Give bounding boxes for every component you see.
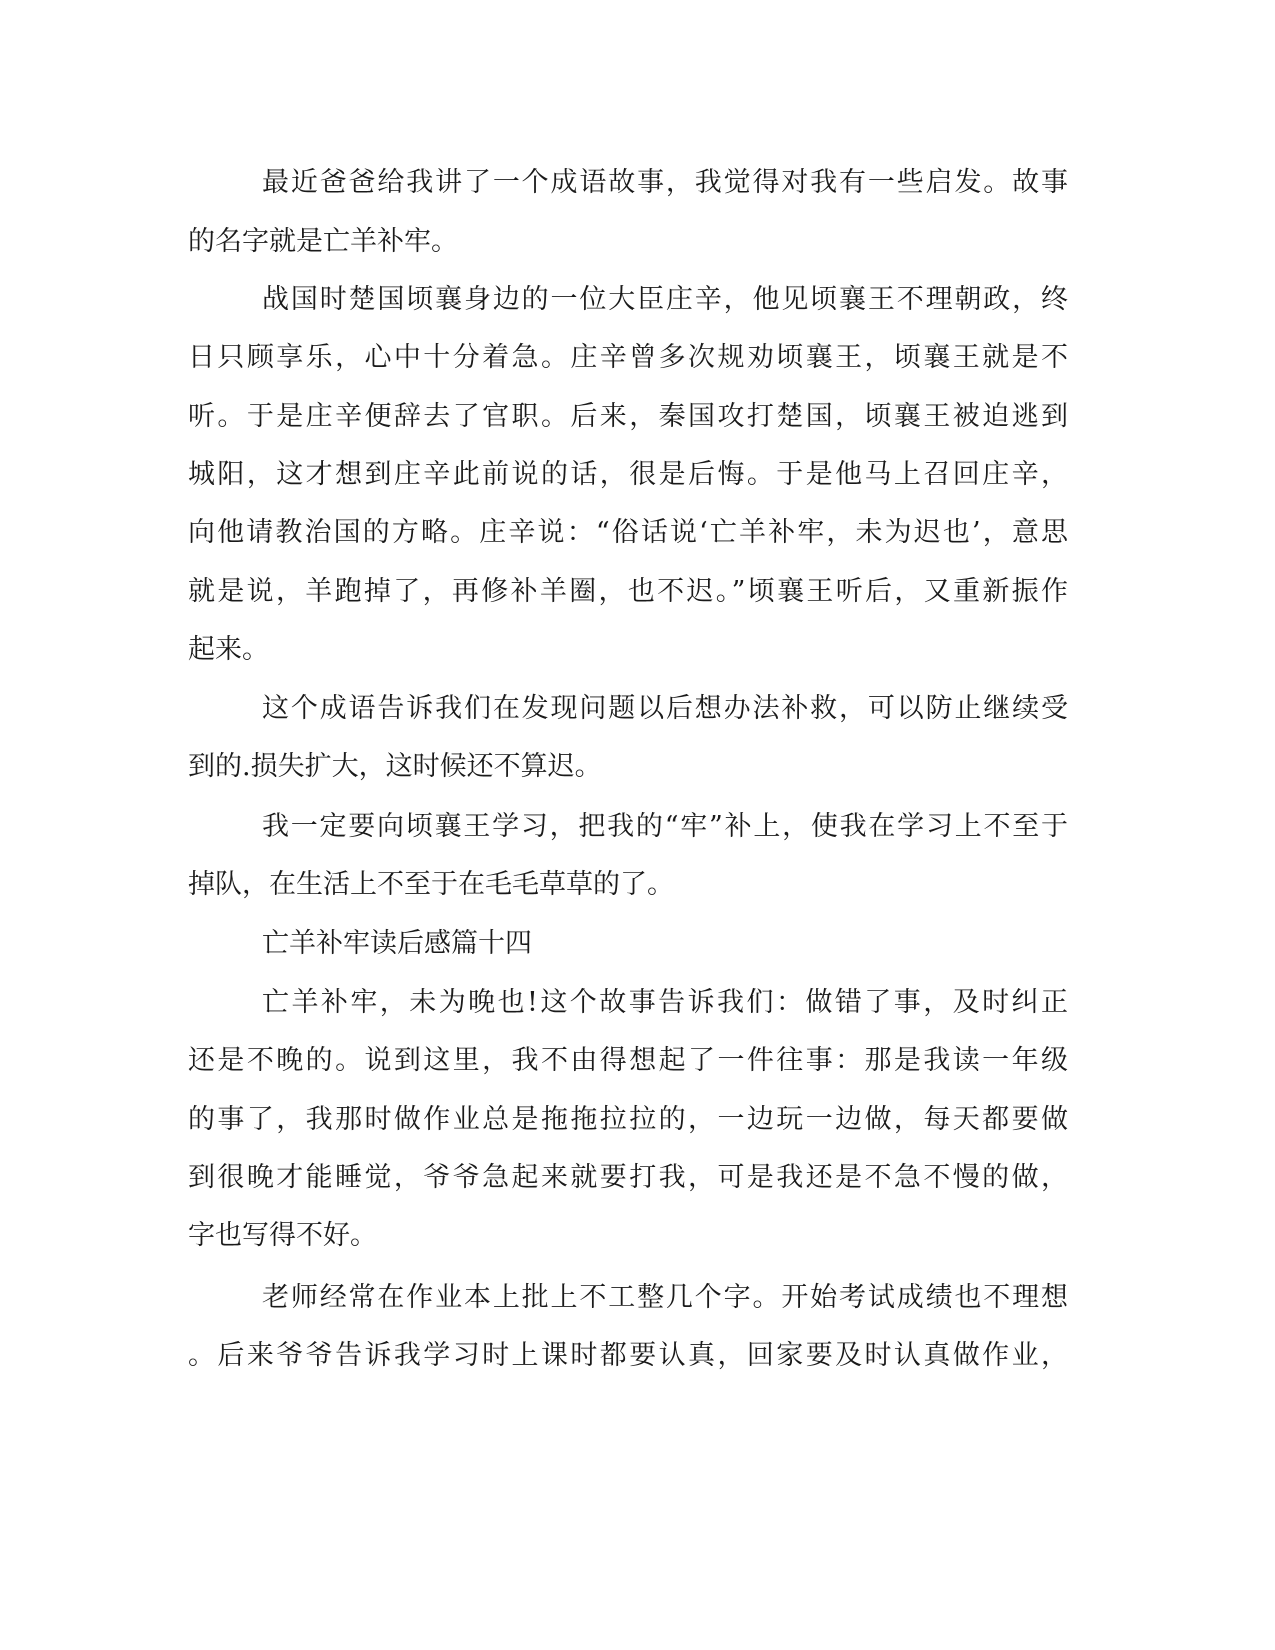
paragraph-line: 就是说，羊跑掉了，再修补羊圈，也不迟。”顷襄王听后，又重新振作 <box>188 576 1068 607</box>
paragraph-line: 还是不晚的。说到这里，我不由得想起了一件往事：那是我读一年级 <box>188 1045 1068 1076</box>
paragraph-line: 听。于是庄辛便辞去了官职。后来，秦国攻打楚国，顷襄王被迫逃到 <box>188 401 1068 432</box>
paragraph-line: 日只顾享乐，心中十分着急。庄辛曾多次规劝顷襄王，顷襄王就是不 <box>188 342 1068 373</box>
paragraph-line: 的名字就是亡羊补牢。 <box>188 226 458 257</box>
paragraph-line: 老师经常在作业本上批上不工整几个字。开始考试成绩也不理想 <box>262 1282 1068 1313</box>
paragraph-line: 城阳，这才想到庄辛此前说的话，很是后悔。于是他马上召回庄辛， <box>188 459 1068 490</box>
paragraph-line: 。后来爷爷告诉我学习时上课时都要认真，回家要及时认真做作业， <box>188 1340 1068 1371</box>
paragraph-line: 到很晚才能睡觉，爷爷急起来就要打我，可是我还是不急不慢的做， <box>188 1162 1068 1193</box>
paragraph-line: 的事了，我那时做作业总是拖拖拉拉的，一边玩一边做，每天都要做 <box>188 1104 1068 1135</box>
section-heading: 亡羊补牢读后感篇十四 <box>262 928 532 959</box>
paragraph-line: 战国时楚国顷襄身边的一位大臣庄辛，他见顷襄王不理朝政，终 <box>262 284 1068 315</box>
paragraph-line: 亡羊补牢，未为晚也!这个故事告诉我们：做错了事，及时纠正 <box>262 987 1068 1018</box>
paragraph-line: 我一定要向顷襄王学习，把我的“牢”补上，使我在学习上不至于 <box>262 811 1068 842</box>
paragraph-line: 向他请教治国的方略。庄辛说：“俗话说‘亡羊补牢，未为迟也’，意思 <box>188 517 1068 548</box>
paragraph-line: 起来。 <box>188 634 269 665</box>
paragraph-line: 这个成语告诉我们在发现问题以后想办法补救，可以防止继续受 <box>262 693 1068 724</box>
paragraph-line: 掉队，在生活上不至于在毛毛草草的了。 <box>188 869 674 900</box>
paragraph-line: 字也写得不好。 <box>188 1220 377 1251</box>
paragraph-line: 到的.损失扩大，这时候还不算迟。 <box>188 751 602 782</box>
paragraph-line: 最近爸爸给我讲了一个成语故事，我觉得对我有一些启发。故事 <box>262 167 1068 198</box>
